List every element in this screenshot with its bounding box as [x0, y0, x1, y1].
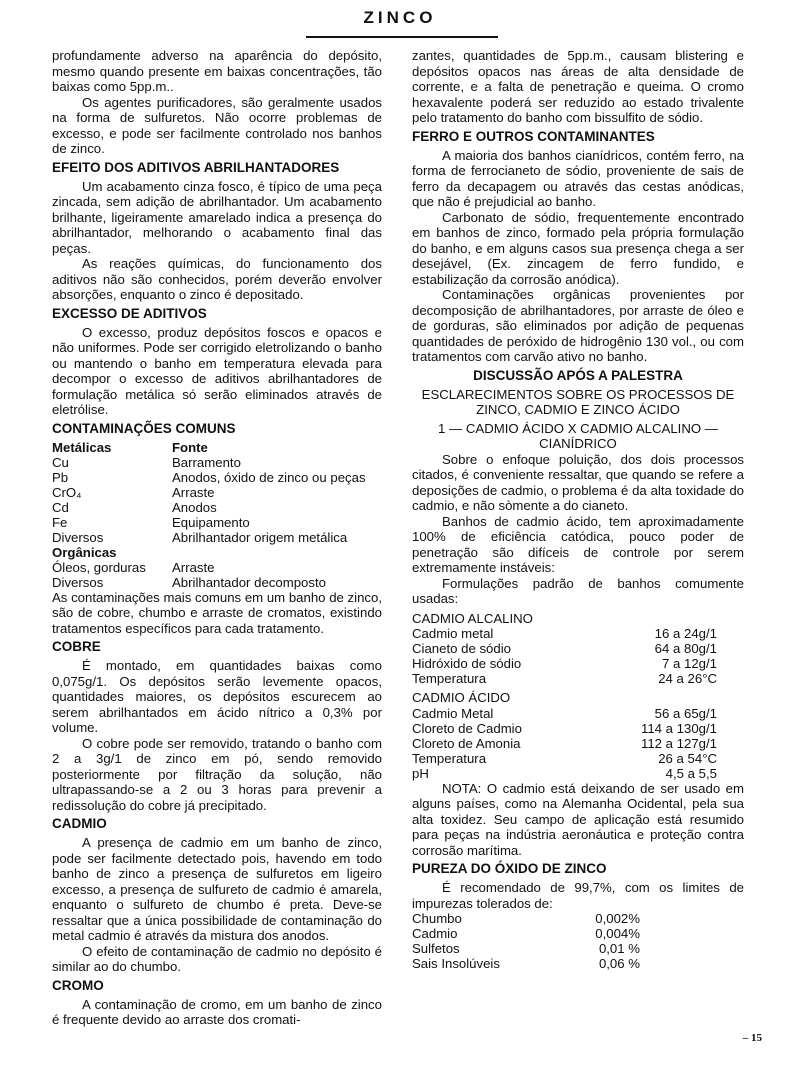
- section-heading: CROMO: [52, 977, 104, 993]
- table-row: [412, 656, 717, 671]
- table-cell: pH: [412, 765, 429, 781]
- table-cell: Cianeto de sódio: [412, 641, 511, 656]
- table-cell: Diversos: [52, 529, 104, 545]
- table-row: [412, 626, 717, 641]
- table-row: [52, 530, 366, 545]
- paragraph: zantes, quantidades de 5pp.m., causam blistering e depósitos opacos nas áreas de alta densidade de corrente, e a falta de penetração e queima. O cromo hexavalente poderá ser reduzido ao estado trivalente pelo tratamento do banho com bissulfito de sódio.: [412, 48, 744, 125]
- table-row: [412, 721, 717, 736]
- table-cell: Sais Insolúveis: [412, 956, 500, 971]
- section-heading: CONTAMINAÇÕES COMUNS: [52, 420, 236, 436]
- table-cell: Cloreto de Amonia: [412, 735, 521, 751]
- section-heading: CADMIO: [52, 816, 107, 831]
- section-heading: PUREZA DO ÓXIDO DE ZINCO: [412, 861, 607, 876]
- table-cell: Fe: [52, 514, 68, 530]
- table-row: [412, 911, 640, 926]
- table-cell: Barramento: [172, 454, 241, 470]
- table-cell: 26 a 54°C: [658, 750, 717, 766]
- table-cell: 16 a 24g/1: [654, 626, 717, 641]
- table-row: [412, 926, 640, 941]
- paragraph: É montado, em quantidades baixas como 0,075g/1. Os depósitos serão levemente opacos, quantidades maiores, os depósitos escurecem ao serem abrilhantados em ácido nítrico a 0,3% por volume.: [52, 658, 382, 735]
- subheading: 1 — CADMIO ÁCIDO X CADMIO ALCALINO — CIANÍDRICO: [438, 420, 718, 451]
- table-cell: Hidróxido de sódio: [412, 656, 522, 671]
- table-cell: Cadmio Metal: [412, 705, 494, 721]
- table-row: [52, 500, 366, 515]
- table-cell: 56 a 65g/1: [654, 705, 717, 721]
- paragraph: Os agentes purificadores, são geralmente usados na forma de sulfuretos. Não ocorre problemas de excesso, e pode ser facilmente controlado nos banhos de zinco.: [52, 94, 382, 156]
- left-column: [52, 48, 382, 1028]
- table-cell: Arraste: [172, 484, 215, 500]
- table-row: [412, 671, 717, 686]
- page-title: ZINCO: [363, 8, 437, 27]
- subheading: ESCLARECIMENTOS SOBRE OS PROCESSOS DE ZINCO, CADMIO E ZINCO ÁCIDO: [421, 386, 735, 417]
- paragraph: Formulações padrão de banhos comumente usadas:: [412, 575, 744, 606]
- section-heading: COBRE: [52, 639, 101, 654]
- header-rule: [306, 36, 498, 38]
- table-cell: Cloreto de Cadmio: [412, 720, 522, 736]
- paragraph: O efeito de contaminação de cadmio no depósito é similar ao do chumbo.: [52, 943, 382, 974]
- section-heading: EXCESSO DE ADITIVOS: [52, 305, 207, 321]
- table-header-row: [52, 545, 366, 560]
- table-cell: Arraste: [172, 559, 215, 575]
- paragraph: A maioria dos banhos cianídricos, contém ferro, na forma de ferrocianeto de sódio, proveniente de sais de ferro da decapagem ou através das cestas anódicas, que não é prejudicial ao banho.: [412, 147, 744, 209]
- table-cell: Equipamento: [172, 514, 250, 530]
- contamination-table: [52, 440, 366, 590]
- page-number: – 15: [742, 1032, 762, 1044]
- paragraph: Banhos de cadmio ácido, tem aproximadamente 100% de eficiência catódica, pouco poder de penetração são difíceis de controle por serem extremamente instáveis:: [412, 513, 744, 575]
- table-cell: 7 a 12g/1: [662, 656, 717, 671]
- formula-table-alcalino: [412, 626, 717, 686]
- note-paragraph: NOTA: O cadmio está deixando de ser usado em alguns países, como na Alemanha Ocidental, pela sua alta toxidez. Seu campo de aplicação está resumido para peças na indústria aeronáutica e proteção contra corrosão marítima.: [412, 780, 744, 858]
- table-cell: Cd: [52, 499, 69, 515]
- table-header-cell: Metálicas: [52, 439, 112, 455]
- page-header: [0, 8, 800, 28]
- table-cell: Chumbo: [412, 911, 462, 926]
- paragraph: É recomendado de 99,7%, com os limites de impurezas tolerados de:: [412, 880, 744, 911]
- table-cell: Temperatura: [412, 671, 487, 686]
- table-cell: 0,01 %: [598, 941, 640, 956]
- paragraph: As contaminações mais comuns em um banho de zinco, são de cobre, chumbo e arraste de cromatos, existindo tratamentos específicos para cada tratamento.: [52, 589, 382, 636]
- paragraph: As reações químicas, do funcionamento dos aditivos não são conhecidos, porém deverão envolver absorções, enquanto o zinco é depositado.: [52, 256, 382, 302]
- table-row: [412, 641, 717, 656]
- purity-table: [412, 911, 640, 971]
- formula-title: CADMIO ALCALINO: [412, 610, 533, 626]
- section-heading: EFEITO DOS ADITIVOS ABRILHANTADORES: [52, 159, 340, 175]
- table-cell: Diversos: [52, 574, 104, 590]
- paragraph: Sobre o enfoque poluição, dos dois processos citados, é conveniente ressaltar, que quando se refere a deposições de cadmio, o problema é da alta toxidade do cadmio, e não sòmente a do cianeto.: [412, 451, 744, 513]
- table-row: [412, 941, 640, 956]
- table-cell: 4,5 a 5,5: [665, 765, 717, 781]
- table-cell: CrO₄: [52, 484, 82, 500]
- section-heading: FERRO E OUTROS CONTAMINANTES: [412, 128, 655, 144]
- paragraph: A presença de cadmio em um banho de zinco, pode ser facilmente detectado pois, havendo em todo banho de zinco a presença de sulfuretos em ligeiro excesso, a presença de sulfureto de cadmio é amarela, enquanto o sulfureto de chumbo é preta. Deve-se ressaltar que a única possibilidade de contaminação do metal cadmio é através da mistura dos anodos.: [52, 835, 382, 943]
- table-cell: Temperatura: [412, 750, 487, 766]
- paragraph: Carbonato de sódio, frequentemente encontrado em banhos de zinco, formado pela própria formulação do banho, e em alguns casos sua presença chega a ser desejável, (Ex. zincagem de ferro fundido, e estabilização da corrosão anódica).: [412, 209, 744, 287]
- right-column: [412, 48, 744, 971]
- table-header-cell: Fonte: [172, 439, 208, 455]
- table-row: [412, 706, 717, 721]
- table-cell: 64 a 80g/1: [654, 641, 717, 656]
- table-cell: Cu: [52, 454, 69, 470]
- paragraph: O excesso, produz depósitos foscos e opacos e não uniformes. Pode ser corrigido eletrolizando o banho ou mantendo o banho em temperatura elevada para decompor o excesso de aditivos abrilhantadores de formulação metálica só serão eliminados através de eletrólise.: [52, 324, 382, 417]
- table-cell: 114 a 130g/1: [640, 720, 717, 736]
- paragraph: O cobre pode ser removido, tratando o banho com 2 a 3g/1 de zinco em pó, sendo removido posteriormente por filtração da solução, não ultrapassando-se a 2 ou 3 horas para prevenir a redissolução do cobre já precipitado.: [52, 735, 382, 813]
- table-header-row: [52, 440, 366, 455]
- paragraph: A contaminação de cromo, em um banho de zinco é frequente devido ao arraste dos cromati-: [52, 996, 382, 1027]
- paragraph: Um acabamento cinza fosco, é típico de uma peça zincada, sem adição de abrilhantador. Um acabamento brilhante, ligeiramente amarelado indica a presença do abrilhantador, melhorando o acabamento final das peças.: [52, 178, 382, 256]
- table-cell: Abrilhantador decomposto: [172, 574, 326, 590]
- paragraph: Contaminações orgânicas provenientes por decomposição de abrilhantadores, por arraste de óleo e de gorduras, são eliminados por adição de pequenas quantidades de peróxido de hidrogênio 130 vol., ou com tratamentos com carvão ativo no banho.: [412, 287, 744, 364]
- table-header-cell: Orgânicas: [52, 544, 117, 560]
- table-row: [412, 766, 717, 781]
- table-cell: Cadmio metal: [412, 626, 494, 641]
- table-cell: Anodos: [172, 499, 217, 515]
- table-cell: 0,06 %: [598, 956, 640, 971]
- table-row: [52, 515, 366, 530]
- table-cell: 0,002%: [595, 911, 640, 926]
- table-row: [52, 575, 366, 590]
- table-cell: 0,004%: [595, 926, 640, 941]
- table-row: [52, 470, 366, 485]
- table-cell: Anodos, óxido de zinco ou peças: [172, 469, 366, 485]
- table-cell: Sulfetos: [412, 941, 460, 956]
- table-row: [412, 751, 717, 766]
- formula-table-acido: [412, 706, 717, 781]
- table-row: [412, 956, 640, 971]
- formula-title: CADMIO ÁCIDO: [412, 690, 511, 705]
- table-cell: Óleos, gorduras: [52, 559, 146, 575]
- table-cell: 24 a 26°C: [658, 671, 717, 686]
- table-row: [52, 560, 366, 575]
- table-cell: 112 a 127g/1: [640, 735, 717, 751]
- table-cell: Abrilhantador origem metálica: [172, 529, 348, 545]
- section-heading: DISCUSSÃO APÓS A PALESTRA: [473, 367, 683, 383]
- paragraph: profundamente adverso na aparência do depósito, mesmo quando presente em baixas concentrações, tão baixas como 5pp.m..: [52, 48, 382, 94]
- table-row: [52, 455, 366, 470]
- table-row: [52, 485, 366, 500]
- table-cell: Pb: [52, 469, 69, 485]
- table-cell: Cadmio: [412, 926, 458, 941]
- table-row: [412, 736, 717, 751]
